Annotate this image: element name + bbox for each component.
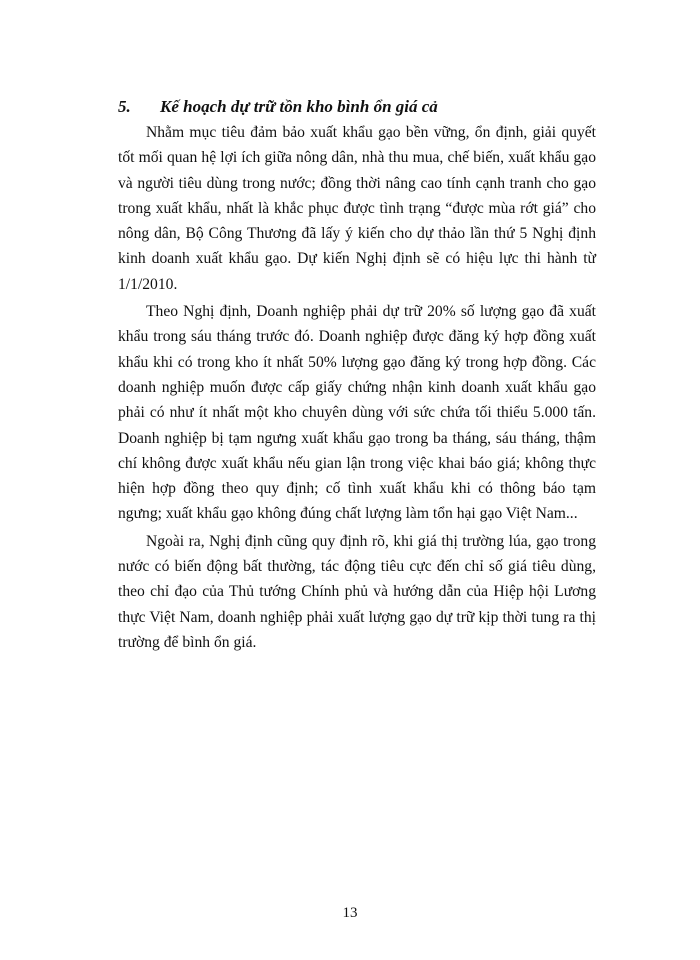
paragraph-1: Nhằm mục tiêu đảm bảo xuất khẩu gạo bền vững, ổn định, giải quyết tốt mối quan hệ lợi ích giữa nông dân, nhà thu mua, chế biến, xuất khẩu gạo và người tiêu dùng trong nước; đồng thời nâng cao tính cạnh tranh cho gạo trong xuất khẩu, nhất là khắc phục được tình trạng “được mùa rớt giá” cho nông dân, Bộ Công Thương đã lấy ý kiến cho dự thảo lần thứ 5 Nghị định kinh doanh xuất khẩu gạo. Dự kiến Nghị định sẽ có hiệu lực thi hành từ 1/1/2010. <box>118 124 596 293</box>
section-title: Kế hoạch dự trữ tồn kho bình ổn giá cả <box>160 97 438 116</box>
paragraph-3: Ngoài ra, Nghị định cũng quy định rõ, khi giá thị trường lúa, gạo trong nước có biến động bất thường, tác động tiêu cực đến chỉ số giá tiêu dùng, theo chỉ đạo của Thủ tướng Chính phủ và hướng dẫn của Hiệp hội Lương thực Việt Nam, doanh nghiệp phải xuất lượng gạo dự trữ kịp thời tung ra thị trường để bình ổn giá. <box>118 532 596 651</box>
paragraph-2: Theo Nghị định, Doanh nghiệp phải dự trữ 20% số lượng gạo đã xuất khẩu trong sáu tháng trước đó. Doanh nghiệp được đăng ký hợp đồng xuất khẩu khi có trong kho ít nhất 50% lượng gạo đăng ký trong hợp đồng. Các doanh nghiệp muốn được cấp giấy chứng nhận kinh doanh xuất khẩu gạo phải có như ít nhất một kho chuyên dùng với sức chứa tối thiểu 5.000 tấn. Doanh nghiệp bị tạm ngưng xuất khẩu gạo trong ba tháng, sáu tháng, thậm chí không được xuất khẩu nếu gian lận trong việc khai báo giá; không thực hiện hợp đồng theo quy định; cố tình xuất khẩu khi có thông báo tạm ngưng; xuất khẩu gạo không đúng chất lượng làm tổn hại gạo Việt Nam... <box>118 303 596 523</box>
body-text <box>118 120 596 655</box>
section-number: 5. <box>118 97 131 116</box>
page-number: 13 <box>342 905 358 921</box>
section-heading <box>118 96 598 118</box>
